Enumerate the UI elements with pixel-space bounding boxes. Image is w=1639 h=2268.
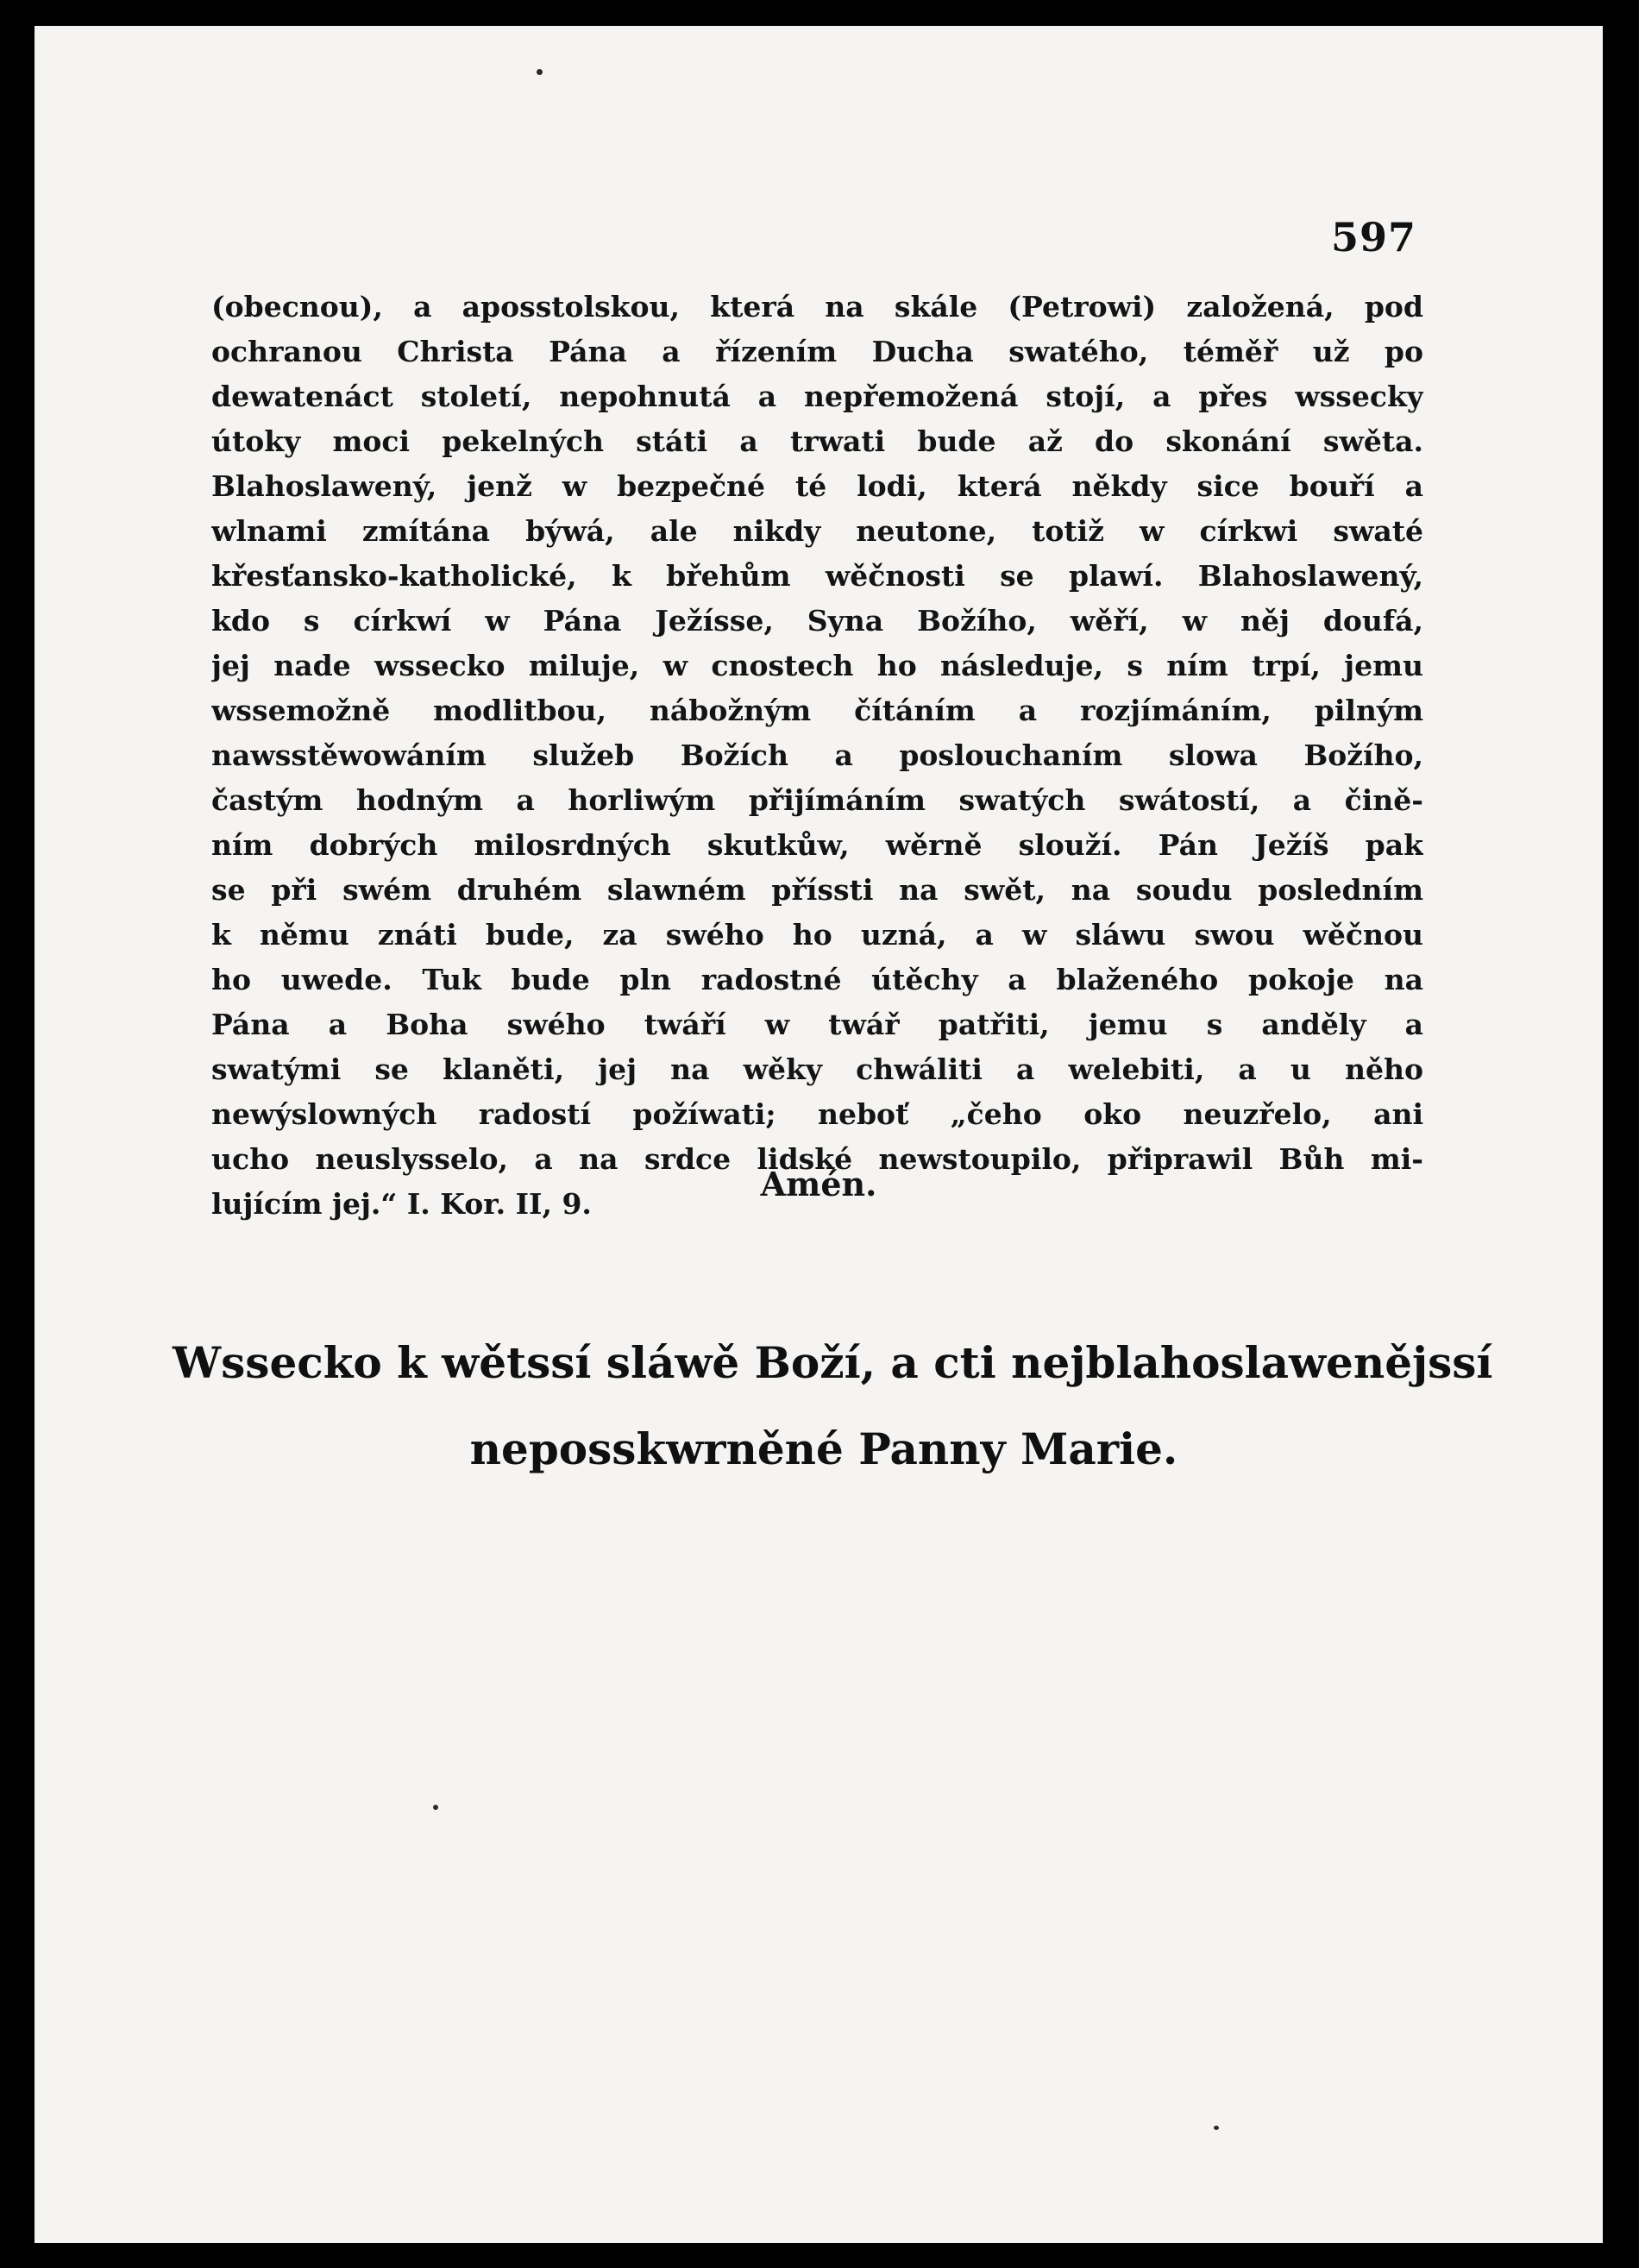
text-line: jej nade wssecko miluje, w cnostech ho následuje, s ním trpí, jemu (211, 649, 1423, 682)
text-line: dewatenáct století, nepohnutá a nepřemožená stojí, a přes wssecky (211, 380, 1423, 413)
book-page (35, 26, 1603, 2243)
text-line: Pána a Boha swého twáří w twář patřiti, jemu s anděly a (211, 1008, 1423, 1041)
page-speck (537, 69, 543, 75)
text-line: ho uwede. Tuk bude pln radostné útěchy a blaženého pokoje na (211, 963, 1423, 996)
text-line: k němu znáti bude, za swého ho uzná, a w sláwu swou wěčnou (211, 918, 1423, 952)
text-line: lujícím jej.“ I. Kor. II, 9. (211, 1187, 592, 1221)
text-line: ucho neuslysselo, a na srdce lidské newstoupilo, připrawil Bůh mi- (211, 1142, 1423, 1176)
page-speck (433, 1805, 438, 1810)
text-line: ním dobrých milosrdných skutkůw, wěrně slouží. Pán Ježíš pak (211, 828, 1423, 862)
dedication-line: Wssecko k wětssí sláwě Boží, a cti nejblahoslawenějssí (173, 1337, 1493, 1388)
dedication (173, 1320, 1493, 1492)
text-line: newýslowných radostí požíwati; neboť „čeho oko neuzřelo, ani (211, 1097, 1423, 1131)
text-line: křesťansko-katholické, k břehům wěčnosti se plawí. Blahoslawený, (211, 559, 1423, 593)
text-line: častým hodným a horliwým přijímáním swatých swátostí, a čině- (211, 783, 1423, 817)
text-line: (obecnou), a aposstolskou, která na skále (Petrowi) založená, pod (211, 290, 1423, 324)
body-text (211, 285, 1423, 1227)
text-line: swatými se klaněti, jej na wěky chwáliti a welebiti, a u něho (211, 1052, 1423, 1086)
page-speck (1214, 2126, 1219, 2130)
text-line: útoky moci pekelných státi a trwati bude až do skonání swěta. (211, 424, 1423, 458)
text-line: wlnami zmítána býwá, ale nikdy neutone, totiž w církwi swaté (211, 514, 1423, 548)
dedication-line: neposskwrněné Panny Marie. (469, 1423, 1178, 1474)
text-line: ochranou Christa Pána a řízením Ducha swatého, téměř už po (211, 335, 1423, 368)
page-number: 597 (1330, 214, 1416, 261)
text-line: Blahoslawený, jenž w bezpečné té lodi, která někdy sice bouří a (211, 469, 1423, 503)
closing-amen: Amén. (760, 1165, 877, 1203)
text-line: se při swém druhém slawném příssti na swět, na soudu posledním (211, 873, 1423, 907)
text-line: nawsstěwowáním služeb Božích a poslouchaním slowa Božího, (211, 738, 1423, 772)
text-line: wssemožně modlitbou, nábožným čítáním a rozjímáním, pilným (211, 694, 1423, 727)
text-line: kdo s církwí w Pána Ježísse, Syna Božího, wěří, w něj doufá, (211, 604, 1423, 638)
